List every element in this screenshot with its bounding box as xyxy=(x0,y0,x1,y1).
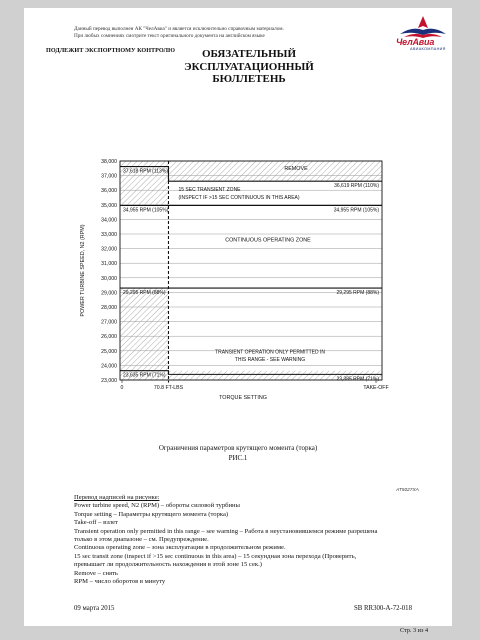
y-tick-label: 36,000 xyxy=(101,188,117,195)
figure-legend-translation xyxy=(74,494,424,586)
x-tick-label: 70.8 FT-LBS xyxy=(153,385,184,391)
x-tick-label: 0 xyxy=(120,385,124,391)
y-tick-label: 26,000 xyxy=(101,334,117,341)
export-control-label: ПОДЛЕЖИТ ЭКСПОРТНОМУ КОНТРОЛЮ xyxy=(46,47,175,54)
zone-label-continuous: CONTINUOUS OPERATING ZONE xyxy=(225,237,311,244)
page-number: Стр. 3 из 4 xyxy=(400,627,429,634)
legend-line: Continuous operating zone – зона эксплуатации в продолжительном режиме. xyxy=(74,544,286,552)
zone-label-warning: TRANSIENT OPERATION ONLY PERMITTED IN xyxy=(215,349,325,356)
legend-line: только в этом диапазоне – см. Предупреждение. xyxy=(74,536,209,544)
x-axis-label: TORQUE SETTING xyxy=(219,395,267,401)
disclaimer-line: Данный перевод выполнен АК "ЧелАвиа" и является исключительно справочным материалом. xyxy=(74,26,284,32)
y-tick-label: 30,000 xyxy=(101,275,117,282)
limit-label-right: 36,619 RPM (110%) xyxy=(334,183,379,190)
y-tick-label: 32,000 xyxy=(101,246,117,253)
limit-label-left: 37,618 RPM (113%) xyxy=(123,168,168,175)
legend-line: превышает ли продолжительность нахождения в этой зоне 15 сек.) xyxy=(74,561,262,569)
bulletin-title-line: БЮЛЛЕТЕНЬ xyxy=(212,73,286,85)
figure-code: AT5027XA xyxy=(396,488,419,493)
y-tick-label: 24,000 xyxy=(101,363,117,370)
hatch-region-remove-left xyxy=(120,161,168,167)
zone-label-remove: REMOVE xyxy=(284,165,308,172)
y-tick-label: 35,000 xyxy=(101,202,117,209)
x-tick-label: TAKE-OFF xyxy=(363,385,389,391)
y-axis-label: POWER TURBINE SPEED, N2 (RPM) xyxy=(80,224,86,317)
footer-sb-number: SB RR300-A-72-018 xyxy=(354,605,412,612)
limit-label-left: 29,295 RPM (88%) xyxy=(123,290,166,297)
limit-label-left: 34,955 RPM (105%) xyxy=(123,207,169,214)
limit-label-right: 29,295 RPM (88%) xyxy=(336,290,379,297)
footer-date: 09 марта 2015 xyxy=(74,605,115,612)
y-tick-label: 31,000 xyxy=(101,261,117,268)
figure-caption: Ограничения параметров крутящего момента (торка) xyxy=(158,444,318,452)
y-tick-label: 29,000 xyxy=(101,290,117,297)
y-tick-label: 23,000 xyxy=(101,378,117,384)
y-tick-label: 28,000 xyxy=(101,305,117,311)
legend-line: Transient operation only permitted in this range – see warning – Работа в неустановившемся режиме разрешена xyxy=(74,527,378,535)
zone-label-warning-note: THIS RANGE - SEE WARNING xyxy=(234,357,306,364)
y-tick-label: 38,000 xyxy=(101,159,117,165)
bulletin-title-line: ОБЯЗАТЕЛЬНЫЙ xyxy=(201,48,297,60)
zone-label-transient-note: (INSPECT IF >15 SEC CONTINUOUS IN THIS AREA) xyxy=(178,195,300,201)
legend-line: RPM – число оборотов в минуту xyxy=(74,578,166,586)
document-page xyxy=(24,8,452,634)
y-tick-label: 34,000 xyxy=(101,217,117,224)
limit-label-right: 23,385 RPM (71%) xyxy=(336,376,379,383)
hatch-region-remove-right xyxy=(168,161,382,181)
legend-line: Take-off – взлет xyxy=(74,519,118,527)
limit-label-left: 23,635 RPM (71%) xyxy=(123,372,166,379)
legend-line: Remove – снять xyxy=(74,569,118,577)
legend-line: Torque setting – Параметры крутящего момента (торка) xyxy=(74,510,229,518)
logo-subtitle: АВИАКОМПАНИЯ xyxy=(410,47,446,51)
figure-number: РИС.1 xyxy=(228,454,248,462)
zone-label-transient: 15 SEC TRANSIENT ZONE xyxy=(178,187,241,194)
y-tick-label: 25,000 xyxy=(101,348,117,355)
bulletin-title-line: ЭКСПЛУАТАЦИОННЫЙ xyxy=(184,60,314,73)
y-tick-label: 33,000 xyxy=(101,232,117,238)
legend-line: Power turbine speed, N2 (RPM) – обороты силовой турбины xyxy=(74,502,240,510)
limit-label-right: 34,955 RPM (105%) xyxy=(333,207,379,214)
legend-line: 15 sec transit zone (inspect if >15 sec continuous in this area) – 15 секундная зона перехода (Проверить, xyxy=(74,552,357,560)
disclaimer-line: При любых сомнениях смотрите текст оригинального документа на английском языке xyxy=(74,33,265,39)
hatch-region-lower-left xyxy=(120,288,168,371)
torque-limits-chart xyxy=(24,8,452,428)
y-tick-label: 37,000 xyxy=(101,173,117,180)
logo-wordmark: ЧелАвиа xyxy=(396,37,435,47)
legend-heading: Перевод надписей на рисунке: xyxy=(74,494,160,501)
y-tick-label: 27,000 xyxy=(101,319,117,326)
